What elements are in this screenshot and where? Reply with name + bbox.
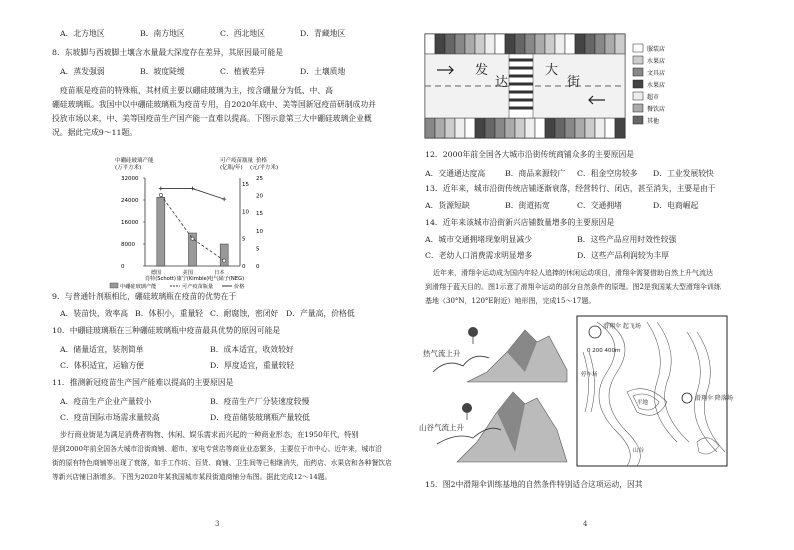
passage2-line-1: 步行商业街是为满足消费者购物、休闲、娱乐需求而兴起的一种商业形态，在1950年代，特别 [60,430,359,439]
point-vial-output [223,259,226,262]
q8-option-a: A．蒸发强弱 [60,67,105,76]
q11-option-b: B．疫苗生产厂分装速度较慢 [210,397,310,406]
passage1-line-1: 疫苗瓶是疫苗的特殊瓶，其材质主要以硼硅玻璃为主，按含硼量分为低、中、高 [60,86,333,95]
shop-cell [595,34,605,54]
legend-vial: 可产疫苗瓶量 [182,284,214,290]
q9-option-d: D．产量高，价格低 [286,309,355,318]
legend-swatch [633,44,643,52]
shop-cell [565,34,575,54]
shop-cell [615,34,625,54]
shop-cell [515,34,525,54]
q11-option-d: D．疫苗储装玻璃瓶产量较低 [210,413,310,422]
takeoff-icon [589,326,601,338]
shop-cell [585,118,595,138]
shop-cell [435,34,445,54]
legend-capacity: 中硼硅玻璃产能 [120,284,157,290]
q14-option-c: C．老幼人口消费需求明显增多 [425,251,533,260]
q7-option-d: D．青藏地区 [300,29,346,38]
shop-cell [505,118,515,138]
fig2-label-valley: 山谷 [633,448,645,454]
q10-option-c: C．体积适宜，运输方便 [60,361,144,370]
y-right-tick: 0 [256,264,260,270]
shop-cell [475,34,485,54]
passage3-line-1: 近年来，滑翔伞运动成为国内年轻人追捧的休闲运动项目，滑翔伞需要借助自然上升气流达 [433,269,713,277]
shop-cell [445,34,455,54]
x-label-company: 电气硝子(NEG) [208,276,245,282]
x-label-company: 康宁(Kimble) [176,276,209,282]
passage2-line-2: 是到2000年前全国各大城市沿街商铺、超市、家电专营店等商业业态繁多，主要位于市中心。近年来，城市沿 [52,445,382,453]
q7-option-c: C．西北地区 [220,29,265,38]
y-left-tick: 16000 [121,220,139,226]
q12-option-b: B．商品来源较广 [505,169,566,178]
q8-stem: 8．东坡脚与西坡脚土壤含水量最大深度存在差异，其原因最可能是 [52,48,284,57]
street-char-2: 达 [495,75,509,90]
street-shop-map [397,28,794,148]
y-left-tick: 24000 [121,198,139,204]
q7-option-b: B．南方地区 [140,29,185,38]
legend-label: 餐饮店 [647,106,666,113]
q14-option-b: B．这些产品应用时效性较强 [577,235,677,244]
y-right-tick: 10 [256,228,263,235]
shop-cell [465,118,475,138]
y-right-tick: 5 [256,246,260,253]
shop-cell [595,118,605,138]
bar-capacity [220,244,228,266]
legend-swatch [633,80,643,88]
y-right-tick: 25 [256,176,263,182]
shop-cell [455,118,465,138]
point-price [159,187,163,191]
q14-option-a: A．城市交通拥堵现象明显减少 [425,235,532,244]
passage2-line-3: 街的原有特色商铺等出现了衰落，如手工作坊、百货、商铺、卫生间等已相继消失，而药店、水果店和各种餐饮店 [52,459,392,467]
fig2-takeoff-label: 滑翔伞 起飞场 [603,323,641,330]
x-label-country: 日本 [214,270,225,276]
y-mid-tick: 5 [242,236,246,243]
passage3-line-2: 到滑翔于蓝天目的。图1示意了滑翔伞运动的部分自然条件的原理。图2是我国某大型滑翔伞训练 [425,283,721,291]
shop-cell [575,34,585,54]
y-left-title-1: 中硼硅玻璃产能 [115,158,154,164]
figure-2-contour-map [397,312,794,477]
y-mid-title-2: (亿瓶/年) [220,165,243,171]
q14-option-d: D．这些产品利润较为丰厚 [577,251,670,260]
q13-option-d: D．电商崛起 [653,201,699,210]
q10-option-d: D．厚度适宜，重量较轻 [210,361,295,370]
y-mid-tick: 15 [242,182,249,188]
right-page [397,0,794,550]
legend-label: 文具店 [647,70,666,77]
q9-stem: 9．与普通针剂瓶相比，硼硅玻璃瓶在疫苗的优势在于 [52,292,237,301]
legend-label: 水果店 [647,82,666,89]
page-number-right: 4 [583,520,588,528]
fig2-label-flat: 平地 [637,400,649,406]
shop-cell [545,118,555,138]
q15-stem: 15．图2中滑翔伞训练基地的自然条件特别适合这项运动，因其 [425,480,643,489]
shop-cell [605,118,615,138]
q14-stem: 14．近年来该城市沿街新兴店铺数量增多的主要原因是 [425,218,615,227]
y-right-tick: 15 [256,211,263,218]
y-right-title-2: (元/平方米) [250,165,279,171]
shop-cell [455,34,465,54]
y-left-tick: 0 [121,264,125,270]
q12-option-d: D．工业发展较快 [653,169,714,178]
fig2-landing-label: 滑翔伞 降落场 [695,395,733,402]
y-left-title-2: (万平方米) [115,165,142,171]
q7-option-a: A．北方地区 [60,29,105,38]
shop-cell [615,118,625,138]
shop-cell [575,118,585,138]
q12-stem: 12．2000年前全国各大城市沿街传统商铺众多的主要原因是 [425,150,635,159]
q11-option-c: C．疫苗国际市场需求量较高 [60,413,160,422]
q10-stem: 10．中硼硅玻璃瓶在三种硼硅玻璃瓶中疫苗最具优势的原因可能是 [52,326,281,335]
legend-label: 服装店 [647,46,666,53]
y-right-tick: 20 [256,193,263,200]
shop-cell [495,118,505,138]
shop-cell [555,118,565,138]
y-left-tick: 32000 [121,176,139,182]
page-number: 3 [215,520,220,528]
x-label-company: 肖特(Schott) [144,276,176,282]
shop-cell [535,118,545,138]
shop-cell [505,34,515,54]
fig2-scale: 0 200 400m [587,348,621,354]
q9-option-b: B．体积小，重量轻 [135,309,204,318]
shop-cell [485,34,495,54]
q10-option-b: B．成本适宜，收效较好 [210,345,294,354]
fig1-label-top: 热气流上升 [423,349,461,358]
street-char-1: 发 [475,63,489,78]
q12-option-a: A．交通通达度高 [425,169,486,178]
q9-option-a: A．装苗快，效率高 [60,309,129,318]
q8-option-b: B．坡度陡缓 [140,67,185,76]
passage1-line-4: 况。据此完成9～11题。 [52,128,138,137]
q12-option-c: C．租金空房较多 [577,169,638,178]
q8-option-d: D．土壤质地 [300,67,346,76]
landing-icon [682,393,692,403]
passage2-line-4: 等新兴店铺日渐增多。下图为2020年某我国城市某段街道商铺分布图。据此完成12～14题。 [52,473,332,481]
q11-option-a: A．疫苗生产企业产量较小 [60,397,152,406]
q13-option-c: C．交通拥堵 [577,201,622,210]
legend-label: 水果店 [647,58,666,65]
legend-price: 价格 [234,284,245,290]
shop-cell [485,118,495,138]
shop-cell [425,34,435,54]
glass-chart [0,148,397,298]
point-price [191,187,195,191]
street-char-4: 街 [567,75,581,90]
legend-swatch [633,116,643,124]
legend-label: 其他 [647,118,660,125]
bar-capacity [157,197,165,266]
shop-cell [555,34,565,54]
point-vial-output [191,237,194,240]
shop-cell [605,34,615,54]
shop-cell [445,118,455,138]
legend-bar-swatch [110,283,118,288]
shop-cell [495,34,505,54]
y-mid-tick: 10 [242,209,249,216]
y-right-title-1: 价格 [256,158,268,164]
q8-option-c: C．植被差异 [220,67,265,76]
q13-option-b: B．街道拓宽 [505,201,550,210]
shop-cell [465,34,475,54]
legend-swatch [633,56,643,64]
point-price [222,197,226,201]
shop-cell [475,118,485,138]
q13-stem: 13．近年来，城市沿街传统店铺逐渐衰落，经营转行、闭店，甚至消失，主要是由于 [425,184,716,193]
shop-cell [525,118,535,138]
passage1-line-2: 硼硅玻璃瓶。我国中以中硼硅玻璃瓶为疫苗专用，自2020年底中、美等国新冠疫苗研制成功并 [52,100,376,109]
shop-cell [435,118,445,138]
x-label-country: 美国 [182,270,193,276]
legend-label: 超市 [647,94,660,101]
street-char-3: 大 [545,63,559,78]
q9-option-c: C．耐腐蚀，密闭好 [210,309,279,318]
shop-cell [565,118,575,138]
y-mid-tick: 0 [242,264,246,270]
fig2-label-parking: 停车场 [581,372,598,378]
shop-cell [425,118,435,138]
shop-cell [525,34,535,54]
fig1-label-bottom: 山谷气流上升 [419,423,464,432]
legend-swatch [633,68,643,76]
shop-cell [585,34,595,54]
passage1-line-3: 投放市场以来，中、美等国疫苗生产国产能一直难以提高。下图示意第三大中硼硅玻璃企业概 [52,114,372,123]
point-vial-output [159,193,162,196]
q13-option-a: A．货源短缺 [425,201,470,210]
shop-cell [515,118,525,138]
y-left-tick: 8000 [121,242,135,248]
shop-cell [535,34,545,54]
x-label-country: 德国 [150,270,162,276]
y-mid-title-1: 可产疫苗瓶量 [220,158,254,164]
q10-option-a: A．储量适宜，装剂简单 [60,345,144,354]
legend-swatch [633,92,643,100]
shop-cell [545,34,555,54]
passage3-line-3: 基地（30°N，120°E附近）地形图，完成15～17题。 [425,297,596,305]
q11-stem: 11．推测新冠疫苗生产国产能难以提高的主要原因是 [52,378,234,387]
legend-swatch [633,104,643,112]
